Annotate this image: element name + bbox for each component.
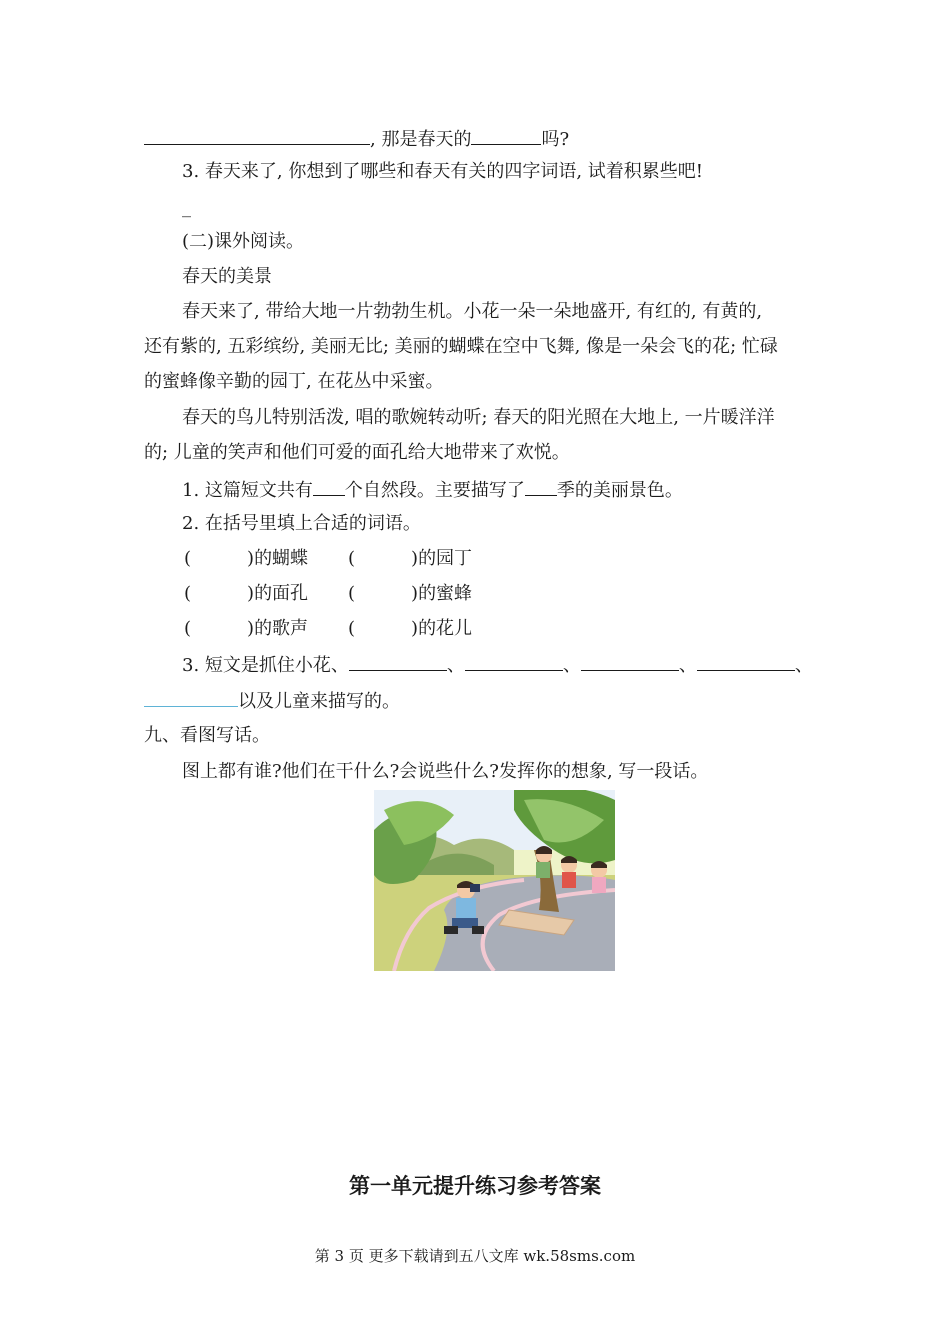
bracket-item[interactable]: ( )的蝴蝶: [184, 548, 309, 569]
answer-blank[interactable]: [144, 688, 238, 707]
reading-section-title: (二)课外阅读。: [182, 231, 305, 252]
section-9-prompt: 图上都有谁?他们在干什么?会说些什么?发挥你的想象, 写一段话。: [182, 761, 709, 782]
bracket-item[interactable]: ( )的花儿: [348, 618, 473, 639]
answers-heading: 第一单元提升练习参考答案: [349, 1173, 601, 1198]
answer-blank[interactable]: [313, 477, 345, 496]
bracket-item[interactable]: ( )的面孔: [184, 583, 309, 604]
answer-blank[interactable]: [465, 652, 563, 671]
reading-question-1: 1. 这篇短文共有 个自然段。主要描写了 季的美丽景色。: [182, 477, 683, 503]
page-footer: 第 3 页 更多下载请到五八文库 wk.58sms.com: [314, 1247, 636, 1265]
answer-blank[interactable]: [581, 652, 679, 671]
reading-p1-line3: 的蜜蜂像辛勤的园丁, 在花丛中采蜜。: [144, 371, 444, 392]
reading-p1-line2: 还有紫的, 五彩缤纷, 美丽无比; 美丽的蝴蝶在空中飞舞, 像是一朵会飞的花; 忙碌: [144, 336, 778, 357]
q3-answer-mark: _: [182, 197, 191, 218]
reading-question-2: 2. 在括号里填上合适的词语。: [182, 513, 421, 534]
q2-tail-text: , 那是春天的: [370, 129, 472, 150]
q2-tail-line: [144, 126, 569, 152]
bracket-item[interactable]: ( )的歌声: [184, 618, 309, 639]
reading-p2-line2: 的; 儿童的笑声和他们可爱的面孔给大地带来了欢悦。: [144, 442, 570, 463]
answer-blank[interactable]: [471, 126, 541, 145]
answer-blank[interactable]: [697, 652, 795, 671]
writing-prompt-illustration: [374, 790, 615, 971]
reading-p2-line1: 春天的鸟儿特别活泼, 唱的歌婉转动听; 春天的阳光照在大地上, 一片暖洋洋: [182, 407, 775, 428]
reading-title: 春天的美景: [182, 266, 272, 287]
bracket-item[interactable]: ( )的蜜蜂: [348, 583, 473, 604]
bracket-item[interactable]: ( )的园丁: [348, 548, 473, 569]
reading-question-3: 3. 短文是抓住小花、 、 、 、 、: [182, 652, 813, 678]
answer-blank[interactable]: [144, 126, 370, 145]
reading-question-3-cont: 以及儿童来描写的。: [144, 688, 400, 714]
q2-tail-end: 吗?: [541, 129, 570, 150]
q3-question: 3. 春天来了, 你想到了哪些和春天有关的四字词语, 试着积累些吧!: [182, 161, 704, 182]
section-9-title: 九、看图写话。: [144, 725, 270, 746]
reading-p1-line1: 春天来了, 带给大地一片勃勃生机。小花一朵一朵地盛开, 有红的, 有黄的,: [182, 301, 763, 322]
answer-blank[interactable]: [349, 652, 447, 671]
answer-blank[interactable]: [525, 477, 557, 496]
